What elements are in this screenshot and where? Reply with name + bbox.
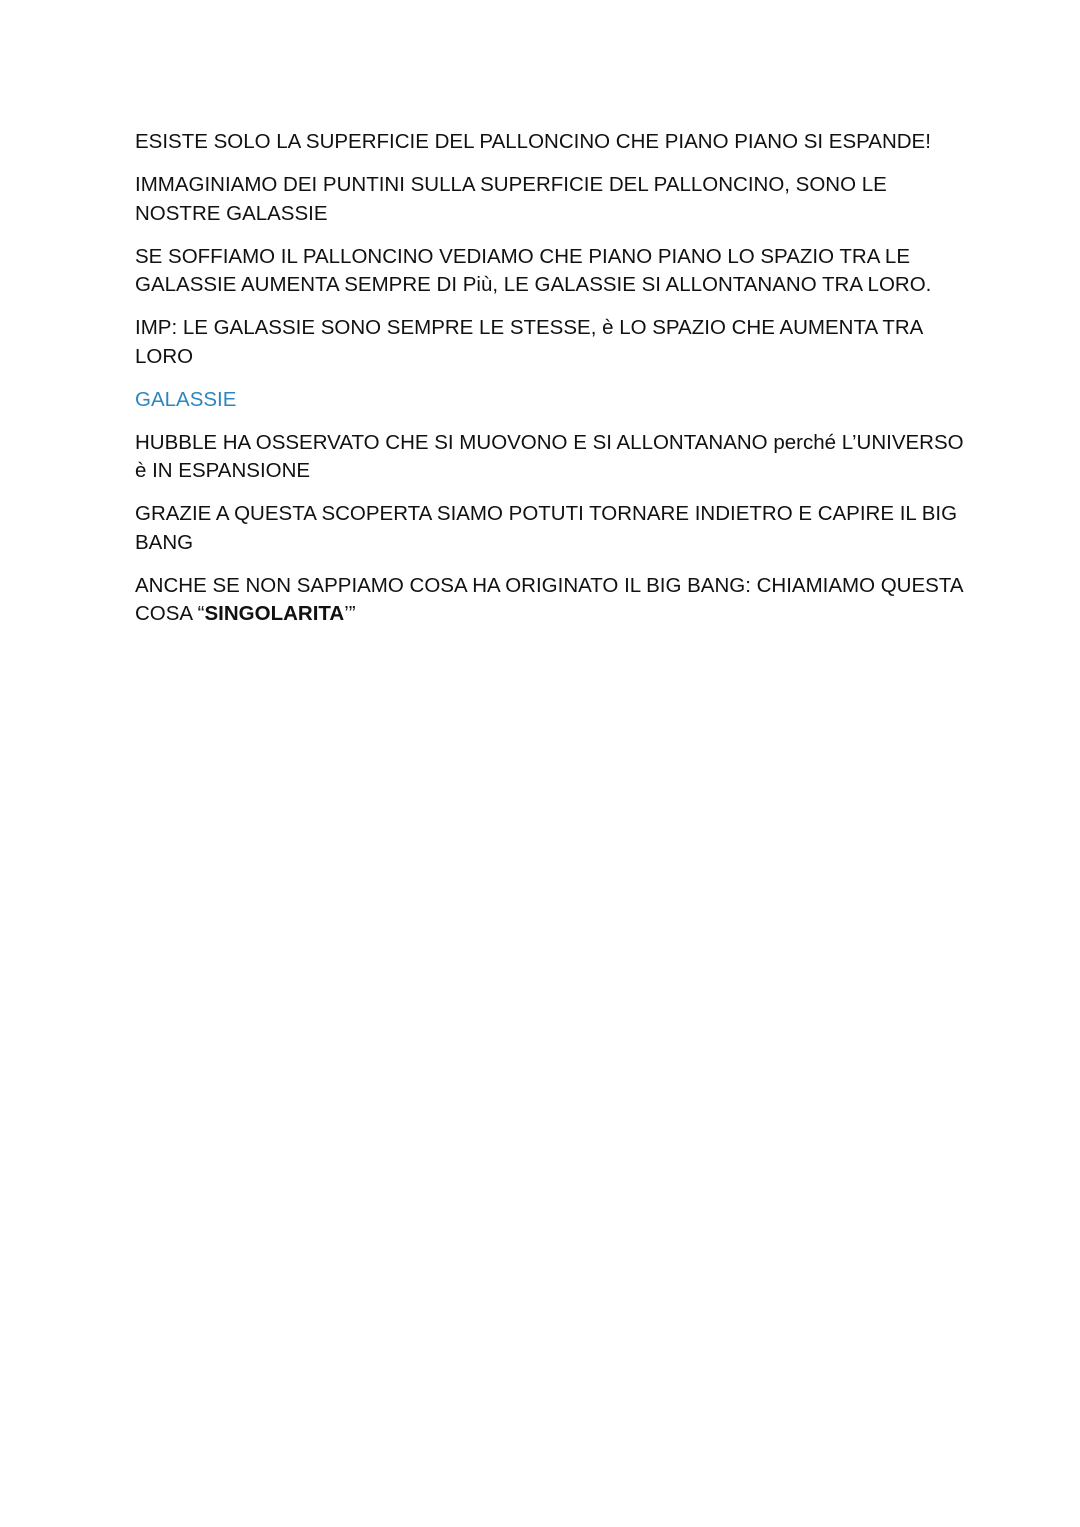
paragraph-big-bang-discovery: GRAZIE A QUESTA SCOPERTA SIAMO POTUTI TORNARE INDIETRO E CAPIRE IL BIG BANG: [135, 502, 958, 554]
paragraph-balloon-surface: ESISTE SOLO LA SUPERFICIE DEL PALLONCINO CHE PIANO PIANO SI ESPANDE!: [135, 130, 931, 153]
paragraph-hubble: HUBBLE HA OSSERVATO CHE SI MUOVONO E SI ALLONTANANO perché L’UNIVERSO è IN ESPANSIONE: [135, 430, 964, 482]
document-body: [135, 128, 970, 643]
paragraph-singularity: [135, 572, 970, 629]
singularity-text-after: ’”: [344, 602, 356, 625]
paragraph-blow-balloon: SE SOFFIAMO IL PALLONCINO VEDIAMO CHE PIANO PIANO LO SPAZIO TRA LE GALASSIE AUMENTA SEMPRE DI Più, LE GALASSIE SI ALLONTANANO TRA LORO.: [135, 244, 932, 296]
singularity-text-before: ANCHE SE NON SAPPIAMO COSA HA ORIGINATO IL BIG BANG: CHIAMIAMO QUESTA COSA “: [135, 573, 963, 625]
paragraph-important-note: IMP: LE GALASSIE SONO SEMPRE LE STESSE, è LO SPAZIO CHE AUMENTA TRA LORO: [135, 316, 923, 368]
paragraph-dots-galaxies: IMMAGINIAMO DEI PUNTINI SULLA SUPERFICIE DEL PALLONCINO, SONO LE NOSTRE GALASSIE: [135, 173, 887, 225]
section-heading-galassie: GALASSIE: [135, 387, 237, 411]
singularity-term: SINGOLARITA: [204, 602, 345, 625]
